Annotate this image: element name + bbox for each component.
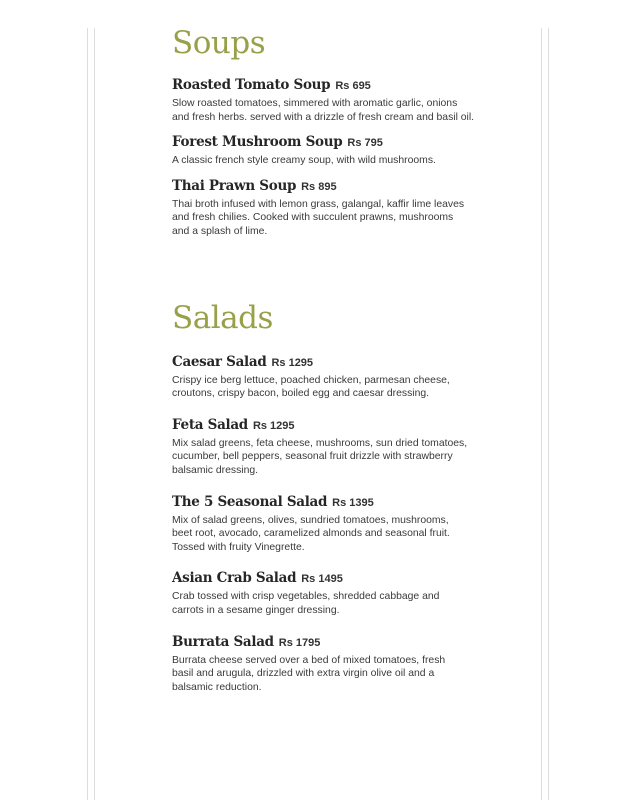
menu-content <box>172 20 492 710</box>
menu-item-price: Rs 1295 <box>252 419 295 432</box>
menu-item <box>172 134 492 168</box>
menu-item-description <box>172 590 492 617</box>
description-line: beet root, avocado, caramelized almonds and seasonal fruit. <box>172 528 450 540</box>
description-line: cucumber, bell peppers, seasonal fruit drizzle with strawberry <box>172 451 453 463</box>
description-line: Mix salad greens, feta cheese, mushrooms, sun dried tomatoes, <box>172 437 468 449</box>
page-border-left-outer <box>87 28 88 800</box>
description-line: balsamic reduction. <box>172 681 262 693</box>
menu-item <box>172 494 492 555</box>
description-line: balsamic dressing. <box>172 464 259 476</box>
menu-item-price: Rs 1495 <box>301 573 343 586</box>
menu-item-name: Burrata Salad <box>172 633 274 650</box>
page-border-right-inner <box>541 28 542 800</box>
menu-item-description <box>172 154 492 168</box>
menu-item-header <box>172 494 492 510</box>
menu-item-header <box>172 417 492 433</box>
menu-item-price: Rs 795 <box>347 137 383 150</box>
menu-item-price: Rs 1295 <box>271 356 314 369</box>
menu-item-price: Rs 1395 <box>332 496 374 509</box>
menu-item <box>172 354 492 401</box>
menu-item-description <box>172 97 492 124</box>
section-title-salads: Salads <box>172 299 273 336</box>
menu-item-name: Forest Mushroom Soup <box>172 134 343 151</box>
menu-item-name: Asian Crab Salad <box>172 570 297 587</box>
description-line: Crispy ice berg lettuce, poached chicken, parmesan cheese, <box>172 374 450 386</box>
menu-item <box>172 77 492 124</box>
menu-item-name: Caesar Salad <box>172 353 267 370</box>
menu-item <box>172 570 492 617</box>
menu-item-description <box>172 198 492 239</box>
soups-section <box>172 25 492 239</box>
description-line: Slow roasted tomatoes, simmered with aromatic garlic, onions <box>172 98 458 109</box>
description-line: A classic french style creamy soup, with wild mushrooms. <box>172 155 436 167</box>
menu-item-header <box>172 634 492 650</box>
section-title-soups: Soups <box>172 25 266 61</box>
menu-item-description <box>172 374 492 401</box>
menu-item <box>172 417 492 478</box>
menu-item-header <box>172 354 492 370</box>
menu-item <box>172 178 492 239</box>
menu-item-name: Roasted Tomato Soup <box>172 77 331 93</box>
description-line: Tossed with fruity Vinegrette. <box>172 541 305 553</box>
menu-item-header <box>172 570 492 586</box>
menu-item-header <box>172 77 492 93</box>
description-line: Mix of salad greens, olives, sundried tomatoes, mushrooms, <box>172 514 449 526</box>
page-border-right-outer <box>548 28 549 800</box>
menu-item-header <box>172 134 492 150</box>
menu-item-description <box>172 437 492 478</box>
description-line: croutons, crispy bacon, boiled egg and caesar dressing. <box>172 388 430 400</box>
menu-item-name: Feta Salad <box>172 416 248 433</box>
description-line: Burrata cheese served over a bed of mixed tomatoes, fresh <box>172 654 446 666</box>
menu-item-description <box>172 654 492 695</box>
menu-item-price: Rs 695 <box>335 80 371 92</box>
page-border-left-inner <box>94 28 95 800</box>
menu-item-name: Thai Prawn Soup <box>172 177 297 194</box>
section-spacer <box>172 249 492 303</box>
description-line: and a splash of lime. <box>172 225 268 237</box>
menu-item-name: The 5 Seasonal Salad <box>172 493 328 510</box>
menu-item-header <box>172 178 492 194</box>
menu-item-price: Rs 1795 <box>278 636 321 649</box>
menu-item-price: Rs 895 <box>301 180 337 193</box>
description-line: and fresh chilies. Cooked with succulent prawns, mushrooms <box>172 212 454 224</box>
description-line: Crab tossed with crisp vegetables, shredded cabbage and <box>172 591 440 603</box>
menu-item <box>172 634 492 695</box>
menu-item-description <box>172 514 492 555</box>
description-line: Thai broth infused with lemon grass, galangal, kaffir lime leaves <box>172 198 465 210</box>
salads-section <box>172 299 492 695</box>
description-line: basil and arugula, drizzled with extra virgin olive oil and a <box>172 668 435 680</box>
description-line: and fresh herbs. served with a drizzle of fresh cream and basil oil. <box>172 111 475 123</box>
description-line: carrots in a sesame ginger dressing. <box>172 604 340 616</box>
